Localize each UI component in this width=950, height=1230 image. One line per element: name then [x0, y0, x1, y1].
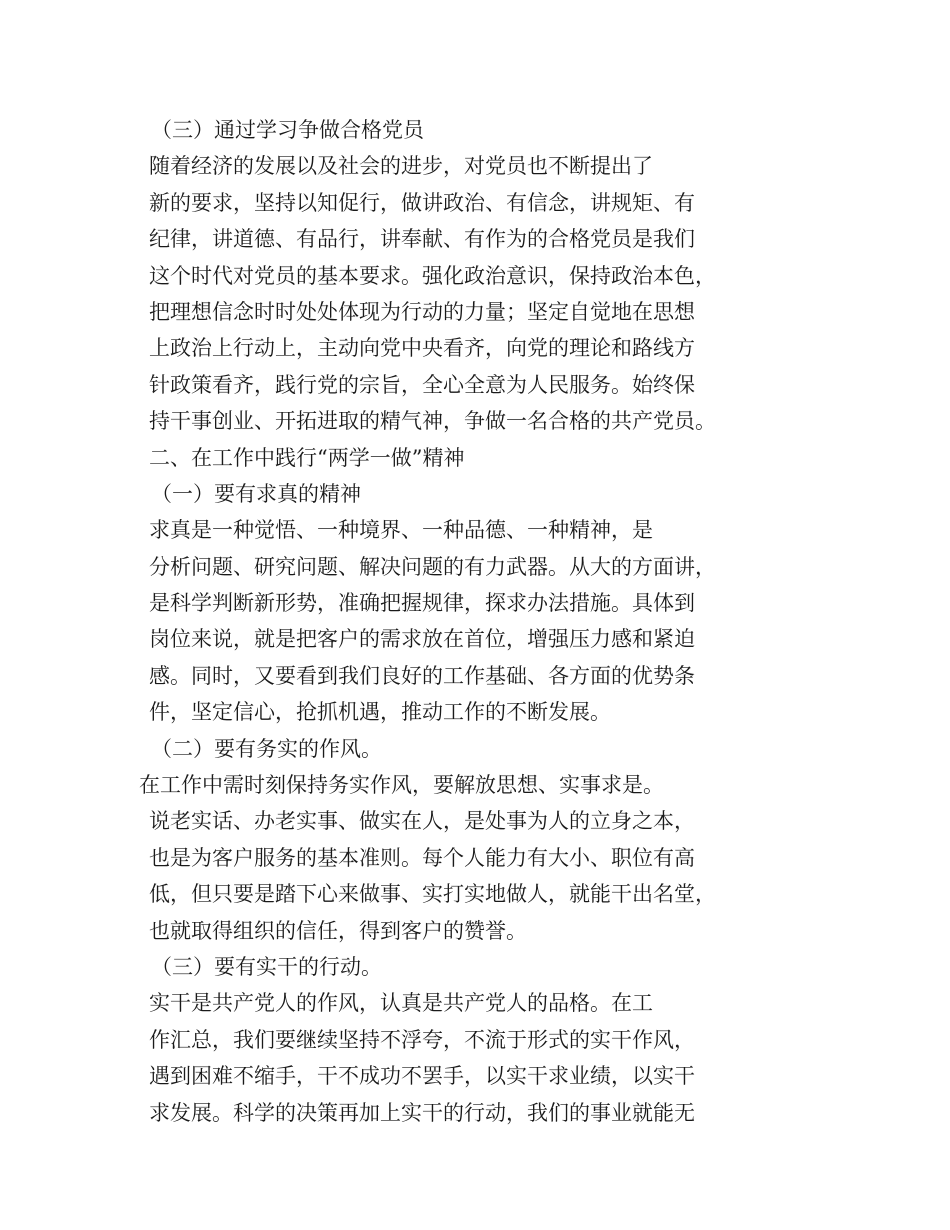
- paragraph-line: 在工作中需时刻保持务实作风，要解放思想、实事求是。: [139, 773, 664, 798]
- section-heading: （三）通过学习争做合格党员: [151, 118, 424, 142]
- paragraph-line: 这个时代对党员的基本要求。强化政治意识，保持政治本色，: [149, 263, 716, 288]
- paragraph-line: 作汇总，我们要继续坚持不浮夸，不流于形式的实干作风，: [149, 1027, 695, 1052]
- paragraph-line: 求真是一种觉悟、一种境界、一种品德、一种精神，是: [149, 518, 653, 543]
- paragraph-line: 求发展。科学的决策再加上实干的行动，我们的事业就能无: [149, 1100, 695, 1125]
- section-heading: （二）要有务实的作风。: [151, 736, 382, 761]
- paragraph-line: 件，坚定信心，抢抓机遇，推动工作的不断发展。: [149, 700, 611, 725]
- document-body: [0, 112, 950, 1131]
- paragraph-line: 把理想信念时时处处体现为行动的力量；坚定自觉地在思想: [149, 299, 695, 324]
- paragraph-line: 针政策看齐，践行党的宗旨，全心全意为人民服务。始终保: [149, 372, 695, 397]
- paragraph-line: 感。同时，又要看到我们良好的工作基础、各方面的优势条: [149, 663, 695, 688]
- paragraph-line: 说老实话、办老实事、做实在人，是处事为人的立身之本，: [149, 809, 695, 834]
- paragraph-line: 是科学判断新形势，准确把握规律，探求办法措施。具体到: [149, 591, 695, 616]
- paragraph-line: 随着经济的发展以及社会的进步，对党员也不断提出了: [149, 154, 653, 179]
- paragraph-line: 上政治上行动上，主动向党中央看齐，向党的理论和路线方: [149, 336, 695, 361]
- paragraph-line: 也是为客户服务的基本准则。每个人能力有大小、职位有高: [149, 845, 695, 870]
- paragraph-line: 也就取得组织的信任，得到客户的赞誉。: [149, 918, 527, 943]
- chapter-heading: 二、在工作中践行“两学一做”精神: [149, 445, 465, 470]
- paragraph-line: 实干是共产党人的作风，认真是共产党人的品格。在工: [149, 991, 653, 1016]
- paragraph-line: 岗位来说，就是把客户的需求放在首位，增强压力感和紧迫: [149, 627, 695, 652]
- paragraph-line: 低，但只要是踏下心来做事、实打实地做人，就能干出名堂，: [149, 882, 716, 907]
- paragraph-line: 遇到困难不缩手，干不成功不罢手，以实干求业绩，以实干: [149, 1064, 695, 1089]
- paragraph-line: 分析问题、研究问题、解决问题的有力武器。从大的方面讲，: [149, 554, 716, 579]
- section-heading: （一）要有求真的精神: [151, 481, 361, 506]
- paragraph-line: 纪律，讲道德、有品行，讲奉献、有作为的合格党员是我们: [149, 227, 695, 252]
- paragraph-line: 持干事创业、开拓进取的精气神，争做一名合格的共产党员。: [149, 409, 716, 434]
- section-heading: （三）要有实干的行动。: [151, 954, 382, 979]
- paragraph-line: 新的要求，坚持以知促行，做讲政治、有信念，讲规矩、有: [149, 190, 695, 215]
